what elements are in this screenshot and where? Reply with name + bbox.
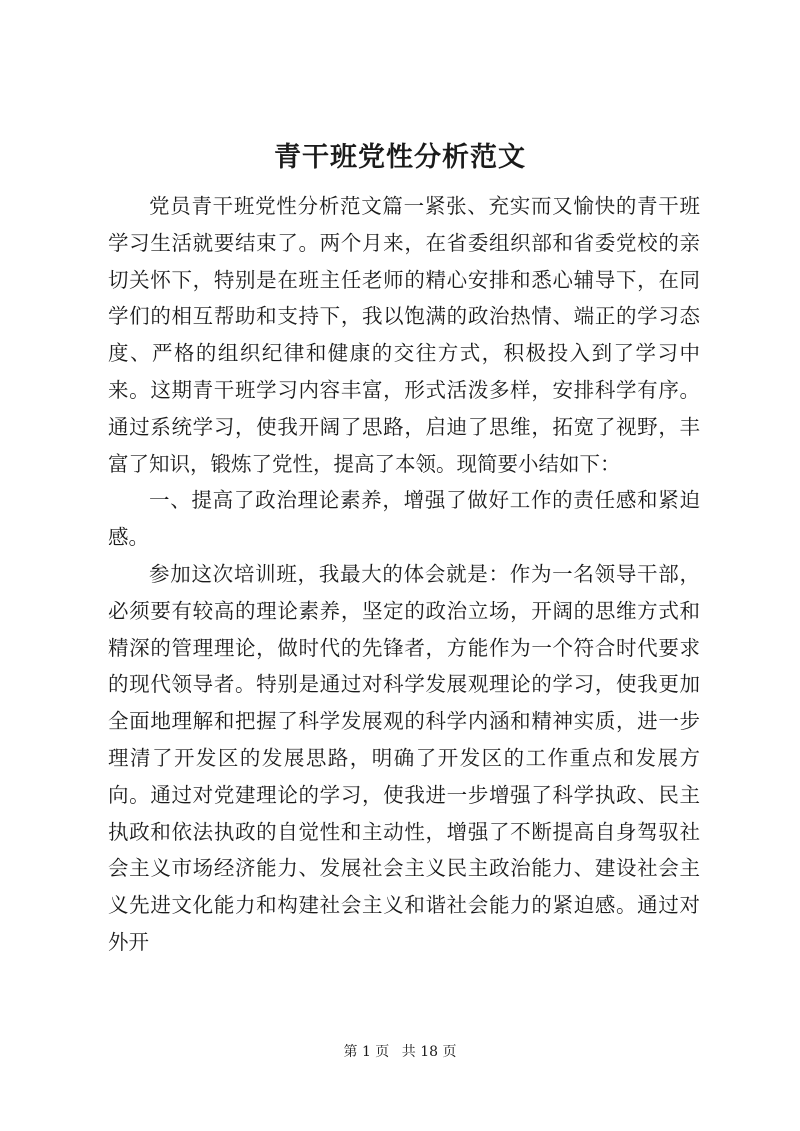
paragraph-intro: 党员青干班党性分析范文篇一紧张、充实而又愉快的青干班学习生活就要结束了。两个月来，在省委组织部和省委党校的亲切关怀下，特别是在班主任老师的精心安排和悉心辅导下，在同学们的相互帮助和支持下，我以饱满的政治热情、端正的学习态度、严格的组织纪律和健康的交往方式，积极投入到了学习中来。这期青干班学习内容丰富，形式活泼多样，安排科学有序。通过系统学习，使我开阔了思路，启迪了思维，拓宽了视野，丰富了知识，锻炼了党性，提高了本领。现简要小结如下：	[108, 194, 700, 476]
paragraph-section-heading: 一、提高了政治理论素养，增强了做好工作的责任感和紧迫感。	[108, 488, 700, 550]
page-total: 共 18 页	[401, 1044, 457, 1060]
page-footer	[0, 1042, 800, 1062]
paragraph-training-reflection: 参加这次培训班，我最大的体会就是：作为一名领导干部，必须要有较高的理论素养，坚定的政治立场，开阔的思维方式和精深的管理理论，做时代的先锋者，方能作为一个符合时代要求的现代领导者。特别是通过对科学发展观理论的学习，使我更加全面地理解和把握了科学发展观的科学内涵和精神实质，进一步理清了开发区的发展思路，明确了开发区的工作重点和发展方向。通过对党建理论的学习，使我进一步增强了科学执政、民主执政和依法执政的自觉性和主动性，增强了不断提高自身驾驭社会主义市场经济能力、发展社会主义民主政治能力、建设社会主义先进文化能力和构建社会主义和谐社会能力的紧迫感。通过对外开	[108, 561, 700, 954]
document-body	[108, 188, 700, 961]
page-number: 第 1 页	[343, 1044, 390, 1060]
document-title: 青干班党性分析范文	[274, 142, 526, 173]
